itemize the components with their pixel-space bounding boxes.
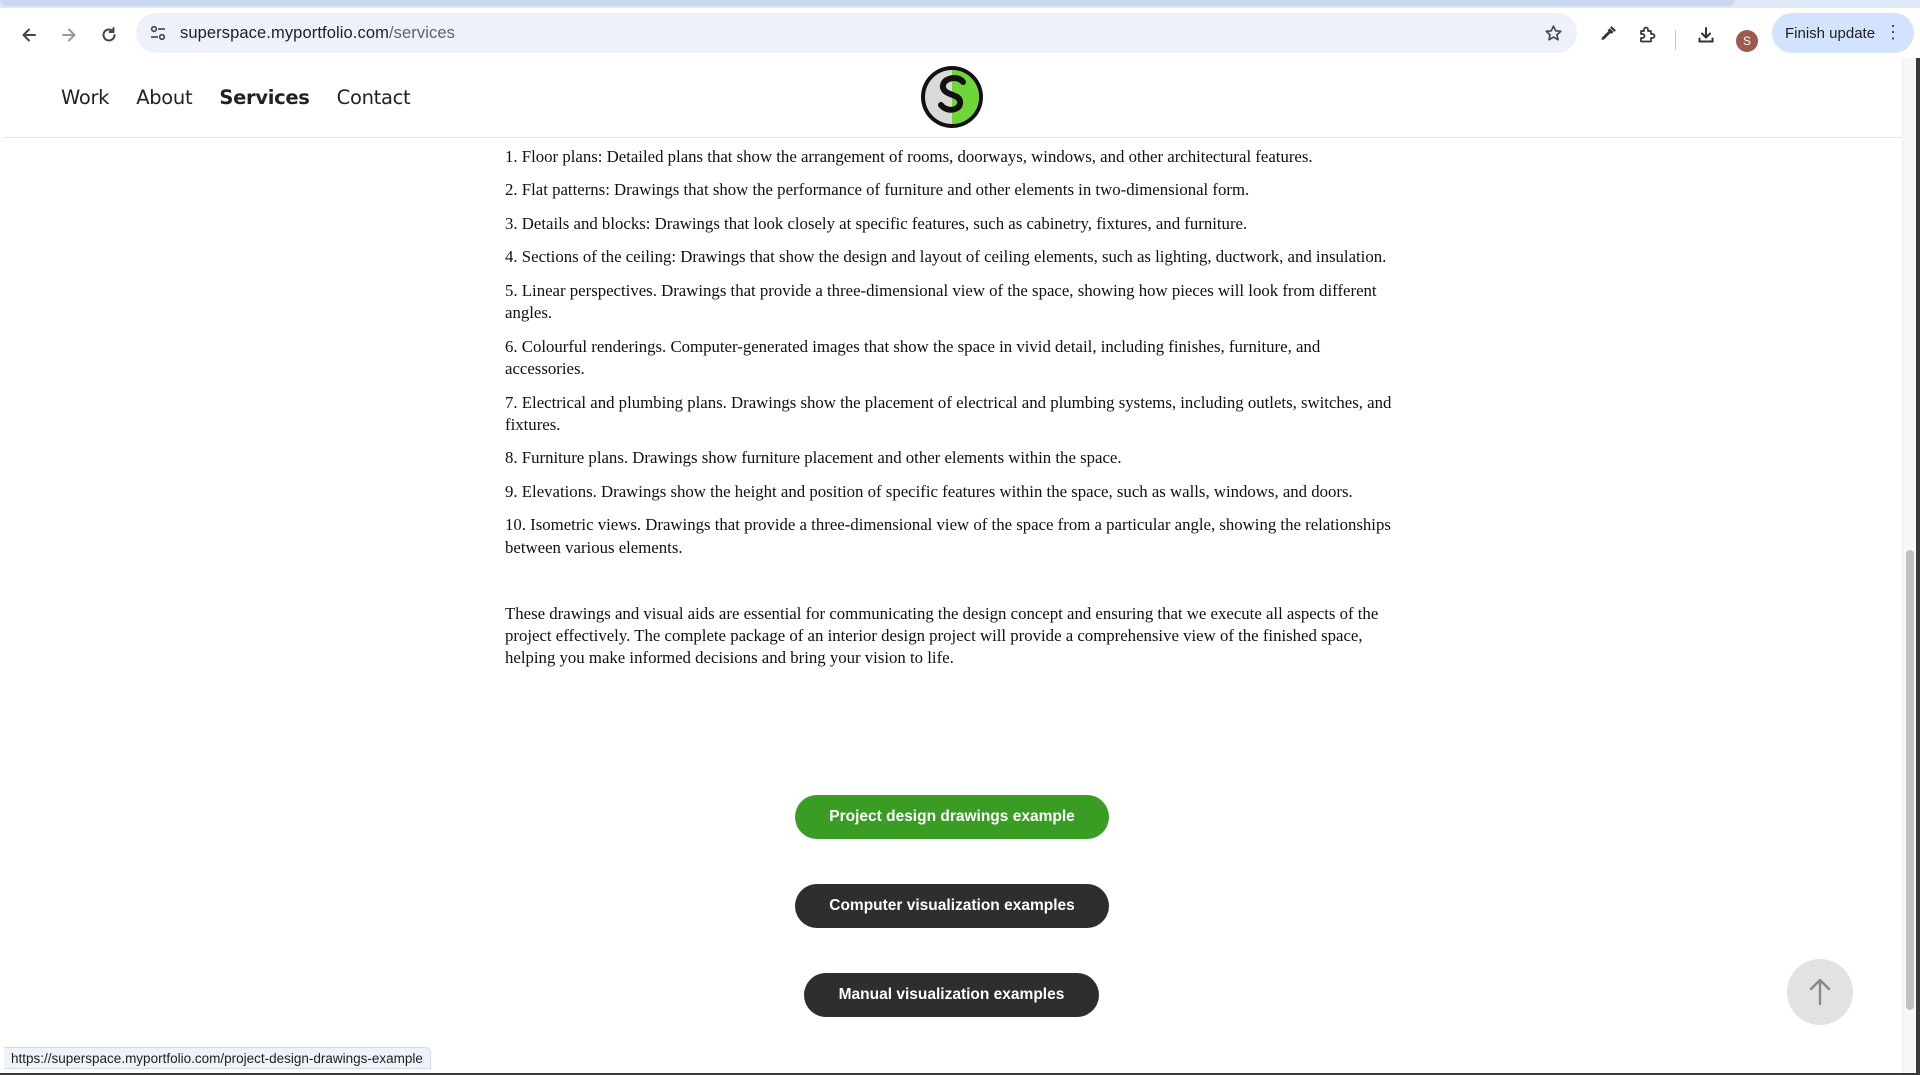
site-logo[interactable] — [919, 64, 985, 130]
drawing-item: 4. Sections of the ceiling: Drawings that show the design and layout of ceiling elements, such as lighting, ductwork, and insulation. — [505, 247, 1387, 267]
reload-icon — [100, 26, 118, 44]
manual-visualization-button[interactable]: Manual visualization examples — [804, 973, 1099, 1017]
more-menu-icon[interactable]: ⋮ — [1884, 22, 1902, 42]
page-viewport — [4, 58, 1902, 1073]
drawing-item: 9. Elevations. Drawings show the height and position of specific features within the space, such as walls, windows, and doors. — [505, 481, 1353, 501]
profile-avatar[interactable]: S — [1736, 30, 1758, 52]
services-content — [505, 146, 1395, 681]
project-design-drawings-button[interactable]: Project design drawings example — [795, 795, 1109, 839]
scrollbar-thumb[interactable] — [1906, 550, 1914, 1010]
drawing-item: 6. Colourful renderings. Computer-generated images that show the space in vivid detail, including finishes, furniture, and accessories. — [505, 336, 1321, 379]
finish-update-button[interactable] — [1772, 13, 1914, 53]
eyedropper-extension-icon[interactable] — [1592, 20, 1622, 50]
drawing-item: 8. Furniture plans. Drawings show furniture placement and other elements within the space. — [505, 448, 1122, 468]
back-arrow-icon — [20, 26, 38, 44]
link-status-bar: https://superspace.myportfolio.com/project-design-drawings-example — [4, 1047, 431, 1069]
drawing-item: 7. Electrical and plumbing plans. Drawings show the placement of electrical and plumbing systems, including outlets, switches, and fixtures. — [505, 392, 1392, 434]
site-nav — [61, 86, 410, 109]
closing-paragraph: These drawings and visual aids are essential for communicating the design concept and ensuring that we execute all aspects of the project effectively. The complete package of an interior design project will provide a comprehensive view of the finished space, helping you make informed decisions and bring your vision to life. — [505, 603, 1379, 668]
drawing-item: 2. Flat patterns: Drawings that show the performance of furniture and other elements in two-dimensional form. — [505, 180, 1250, 200]
window-edge — [1916, 58, 1920, 1075]
nav-about-link[interactable]: About — [136, 86, 193, 109]
address-bar[interactable] — [136, 13, 1577, 53]
arrow-up-icon — [1807, 977, 1833, 1007]
nav-services-link[interactable]: Services — [219, 86, 310, 109]
finish-update-label: Finish update — [1785, 24, 1876, 42]
forward-arrow-icon — [60, 26, 78, 44]
forward-button[interactable] — [54, 20, 84, 50]
drawing-item: 3. Details and blocks: Drawings that look closely at specific features, such as cabinetry, fixtures, and furniture. — [505, 213, 1248, 233]
url-path: /services — [388, 24, 455, 42]
bookmark-star-icon[interactable] — [1543, 23, 1563, 43]
active-tab-edge[interactable] — [0, 0, 1735, 6]
back-button[interactable] — [14, 20, 44, 50]
browser-toolbar — [0, 8, 1920, 58]
tab-strip — [0, 0, 1920, 8]
drawing-item: 1. Floor plans: Detailed plans that show the arrangement of rooms, doorways, windows, and other architectural features. — [505, 147, 1313, 166]
nav-work-link[interactable]: Work — [61, 86, 110, 109]
extensions-puzzle-icon[interactable] — [1632, 20, 1662, 50]
url-host: superspace.myportfolio.com — [180, 24, 389, 42]
computer-visualization-button[interactable]: Computer visualization examples — [795, 884, 1109, 928]
toolbar-separator — [1675, 30, 1676, 50]
reload-button[interactable] — [94, 20, 124, 50]
downloads-icon[interactable] — [1691, 20, 1721, 50]
site-header — [4, 58, 1902, 138]
site-info-icon[interactable] — [148, 23, 168, 43]
url-text[interactable] — [180, 24, 455, 43]
drawing-item: 10. Isometric views. Drawings that provide a three-dimensional view of the space from a particular angle, showing the relationships between various elements. — [505, 515, 1391, 557]
page-scrollbar[interactable] — [1902, 58, 1916, 1073]
drawing-item: 5. Linear perspectives. Drawings that provide a three-dimensional view of the space, showing how pieces will look from different angles. — [505, 280, 1377, 323]
nav-contact-link[interactable]: Contact — [336, 86, 411, 109]
back-to-top-button[interactable] — [1787, 959, 1853, 1025]
